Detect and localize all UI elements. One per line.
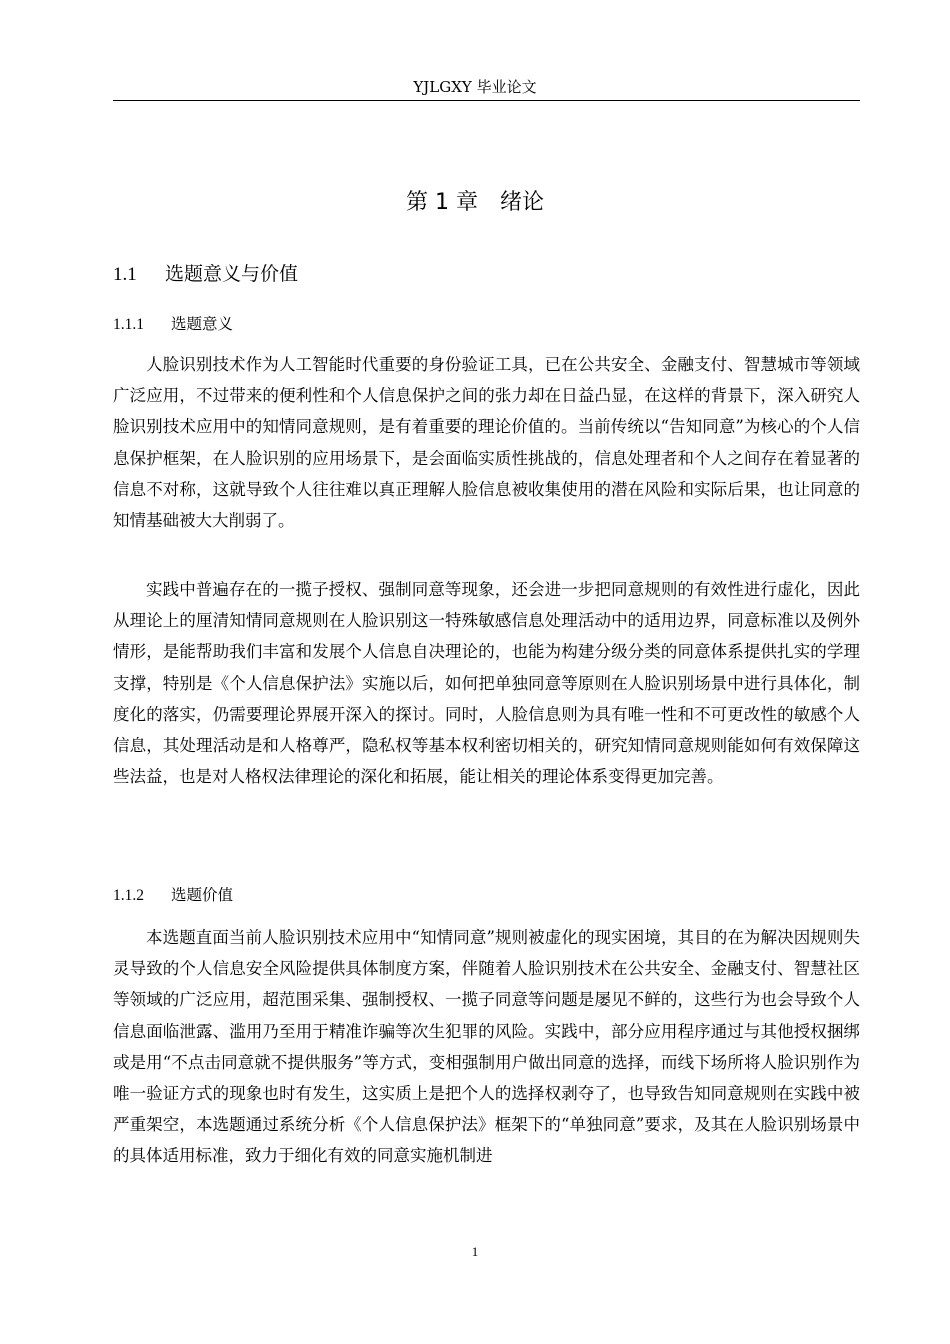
body-paragraph-2: 实践中普遍存在的一揽子授权、强制同意等现象，还会进一步把同意规则的有效性进行虚化，因此从理论上的厘清知情同意规则在人脸识别这一特殊敏感信息处理活动中的适用边界，同意标准以及例外情形，是能帮助我们丰富和发展个人信息自决理论的，也能为构建分级分类的同意体系提供扎实的学理支撑，特别是《个人信息保护法》实施以后，如何把单独同意等原则在人脸识别场景中进行具体化，制度化的落实，仍需要理论界展开深入的探讨。同时，人脸信息则为具有唯一性和不可更改性的敏感个人信息，其处理活动是和人格尊严，隐私权等基本权利密切相关的，研究知情同意规则能如何有效保障这些法益，也是对人格权法律理论的深化和拓展，能让相关的理论体系变得更加完善。	[113, 580, 860, 787]
chapter-title: 绪论	[499, 190, 544, 215]
section-title: 选题意义与价值	[165, 263, 299, 285]
subsection-number: 1.1.2	[113, 887, 144, 904]
body-paragraph-3: 本选题直面当前人脸识别技术应用中“知情同意”规则被虚化的现实困境，其目的在为解决因规则失灵导致的个人信息安全风险提供具体制度方案，伴随着人脸识别技术在公共安全、金融支付、智慧社区等领域的广泛应用，超范围采集、强制授权、一揽子同意等问题是屡见不鲜的，这些行为也会导致个人信息面临泄露、滥用乃至用于精准诈骗等次生犯罪的风险。实践中，部分应用程序通过与其他授权捆绑或是用“不点击同意就不提供服务”等方式，变相强制用户做出同意的选择，而线下场所将人脸识别作为唯一验证方式的现象也时有发生，这实质上是把个人的选择权剥夺了，也导致告知同意规则在实践中被严重架空，本选题通过系统分析《个人信息保护法》框架下的“单独同意”要求，及其在人脸识别场景中的具体适用标准，致力于细化有效的同意实施机制进	[113, 928, 860, 1166]
section-number: 1.1	[113, 264, 137, 285]
page-number: 1	[471, 1244, 479, 1259]
running-header: YJLGXY 毕业论文	[413, 78, 537, 96]
subsection-title: 选题价值	[171, 886, 234, 904]
section-heading-1-1	[113, 260, 298, 289]
chapter-number: 第 1 章	[406, 190, 478, 215]
subsection-title: 选题意义	[171, 315, 234, 333]
subsection-number: 1.1.1	[113, 316, 144, 333]
chapter-heading	[0, 188, 950, 218]
body-paragraph-1: 人脸识别技术作为人工智能时代重要的身份验证工具，已在公共安全、金融支付、智慧城市等领域广泛应用，不过带来的便利性和个人信息保护之间的张力却在日益凸显，在这样的背景下，深入研究人脸识别技术应用中的知情同意规则，是有着重要的理论价值的。当前传统以“告知同意”为核心的个人信息保护框架，在人脸识别的应用场景下，是会面临实质性挑战的，信息处理者和个人之间存在着显著的信息不对称，这就导致个人往往难以真正理解人脸信息被收集使用的潜在风险和实际后果，也让同意的知情基础被大大削弱了。	[113, 355, 860, 531]
subsection-heading-1-1-2	[113, 884, 233, 907]
header-divider	[113, 100, 860, 101]
subsection-heading-1-1-1	[113, 313, 233, 336]
